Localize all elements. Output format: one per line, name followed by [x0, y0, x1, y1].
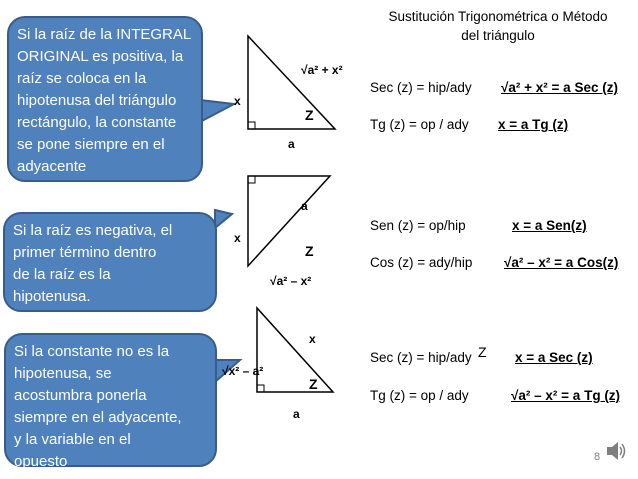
formula-6-answer: √a² – x² = a Tg (z)	[511, 388, 621, 403]
tri2-adjacent-label: √a² – x²	[270, 274, 312, 288]
tri1-angle-label: Z	[305, 107, 314, 123]
tri2-angle-label: Z	[305, 243, 314, 259]
triangle-3	[257, 308, 333, 392]
triangle-2	[248, 176, 330, 266]
formula-3-answer: x = a Sen(z)	[512, 218, 587, 233]
callout-text-2: Si la raíz es negativa, el primer término dentro de la raíz es la hipotenusa.	[13, 222, 173, 305]
tri1-adjacent-label: a	[288, 137, 295, 151]
tri3-adjacent-label: a	[293, 407, 300, 421]
tri3-angle-label: Z	[309, 376, 318, 392]
formula-4-label: Cos (z) = ady/hip	[370, 255, 473, 270]
formula-4-answer: √a² – x² = a Cos(z)	[504, 255, 619, 270]
slide-title: Sustitución Trigonométrica o Método del triángulo	[388, 9, 608, 43]
formula-5-answer: x = a Sec (z)	[515, 350, 593, 365]
callout-text-3: Si la constante no es la hipotenusa, se acostumbra ponerla siempre en el adyacente, y la variable en el opuesto	[14, 343, 182, 470]
tri1-opposite-label: x	[234, 94, 241, 108]
formula-1-label: Sec (z) = hip/ady	[370, 80, 472, 95]
triangle-1	[248, 36, 335, 129]
tri3-hypotenuse-label: x	[309, 332, 316, 346]
formula-1-answer: √a² + x² = a Sec (z)	[501, 80, 618, 95]
formula-5-label: Sec (z) = hip/ady	[370, 350, 472, 365]
stray-z-label: Z	[478, 344, 487, 360]
formula-2-label: Tg (z) = op / ady	[370, 117, 469, 132]
formula-3-label: Sen (z) = op/hip	[370, 218, 466, 233]
formula-2-answer: x = a Tg (z)	[498, 117, 569, 132]
tri2-opposite-label: x	[234, 231, 241, 245]
page-number: 8	[594, 451, 601, 463]
speaker-icon[interactable]	[605, 440, 629, 462]
formula-6-label: Tg (z) = op / ady	[370, 388, 469, 403]
tri2-hypotenuse-label: a	[301, 199, 308, 213]
tri1-hypotenuse-label: √a² + x²	[301, 63, 343, 77]
callout-text-1: Si la raíz de la INTEGRAL ORIGINAL es positiva, la raíz se coloca en la hipotenusa del triángulo rectángulo, la constante se pone siempre en el adyacente	[17, 26, 192, 175]
tri3-opposite-label: √x² – a²	[222, 364, 264, 378]
